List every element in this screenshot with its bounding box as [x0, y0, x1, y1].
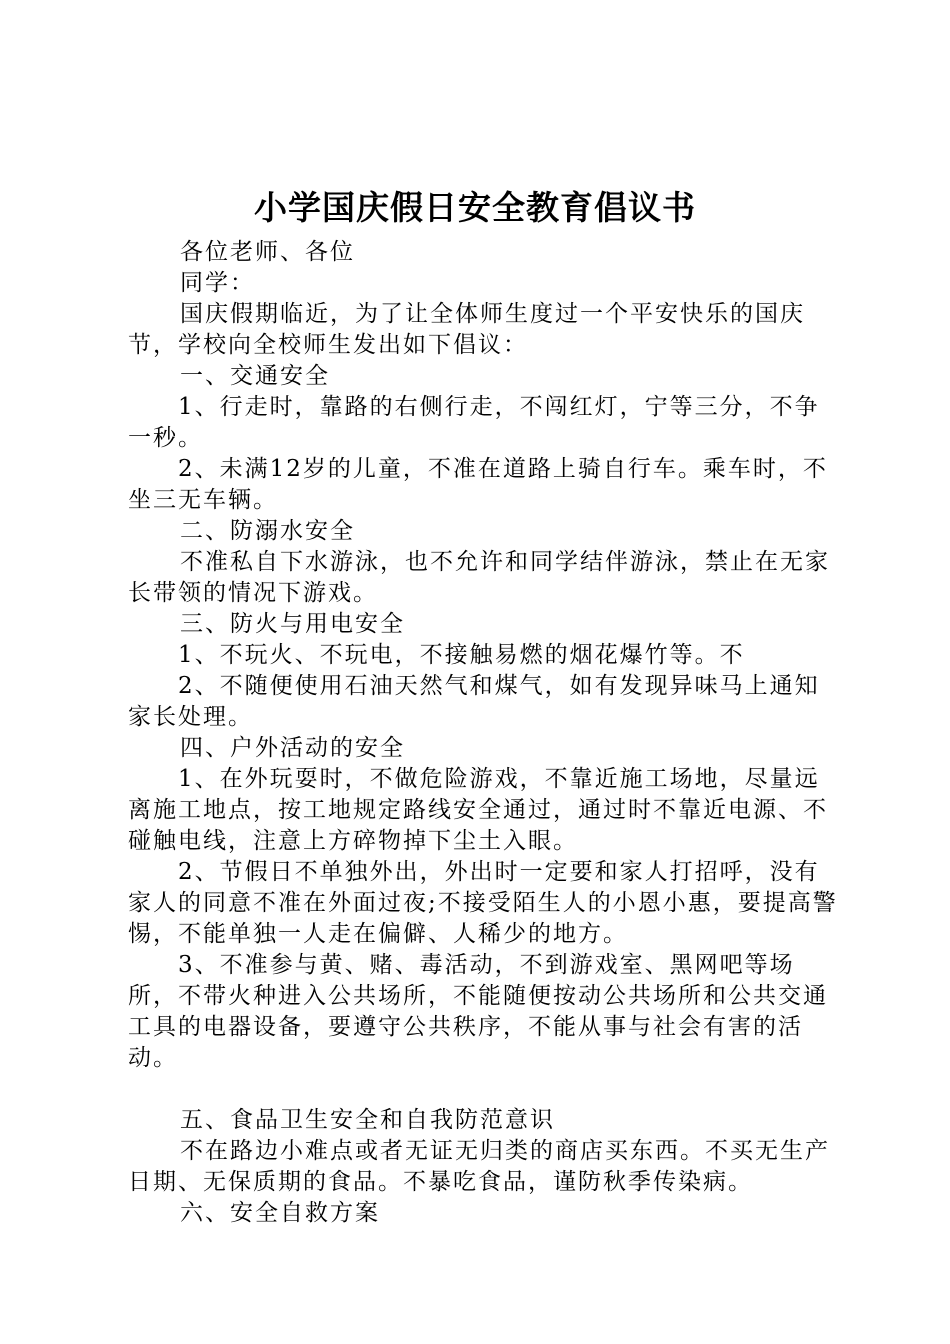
intro-paragraph: 国庆假期临近，为了让全体师生度过一个平安快乐的国庆节，学校向全校师生发出如下倡议： [128, 301, 805, 358]
document-title: 小学国庆假日安全教育倡议书 [254, 188, 696, 227]
document-body [128, 237, 840, 1229]
outdoor-item-2: 2、节假日不单独外出，外出时一定要和家人打招呼，没有家人的同意不准在外面过夜;不接受陌生人的小恩小惠，要提高警惕，不能单独一人走在偏僻、人稀少的地方。 [128, 859, 838, 947]
section-heading-food: 五、食品卫生安全和自我防范意识 [180, 1107, 555, 1133]
traffic-item-1: 1、行走时，靠路的右侧行走，不闯红灯，宁等三分，不争一秒。 [128, 394, 820, 451]
outdoor-item-3: 3、不准参与黄、赌、毒活动，不到游戏室、黑网吧等场所，不带火种进入公共场所，不能随便按动公共场所和公共交通工具的电器设备，要遵守公共秩序，不能从事与社会有害的活动。 [128, 952, 828, 1071]
section-heading-fire: 三、防火与用电安全 [180, 611, 405, 637]
section-heading-drowning: 二、防溺水安全 [180, 518, 355, 544]
outdoor-item-1: 1、在外玩耍时，不做危险游戏，不靠近施工场地，尽量远离施工地点，按工地规定路线安全通过，通过时不靠近电源、不碰触电线，注意上方碎物掉下尘土入眼。 [128, 766, 828, 854]
blank-line [128, 1074, 840, 1105]
drowning-paragraph: 不准私自下水游泳，也不允许和同学结伴游泳，禁止在无家长带领的情况下游戏。 [128, 549, 830, 606]
salutation-line-1: 各位老师、各位 [180, 239, 355, 265]
food-paragraph: 不在路边小难点或者无证无归类的商店买东西。不买无生产日期、无保质期的食品。不暴吃食品，谨防秋季传染病。 [128, 1138, 830, 1195]
section-heading-outdoor: 四、户外活动的安全 [180, 735, 405, 761]
section-heading-self-rescue: 六、安全自救方案 [180, 1200, 380, 1226]
salutation-line-2: 同学： [180, 270, 255, 296]
fire-item-1: 1、不玩火、不玩电，不接触易燃的烟花爆竹等。不 [178, 642, 745, 668]
section-heading-traffic: 一、交通安全 [180, 363, 330, 389]
fire-item-2: 2、不随便使用石油天然气和煤气，如有发现异味马上通知家长处理。 [128, 673, 820, 730]
traffic-item-2: 2、未满12岁的儿童，不准在道路上骑自行车。乘车时，不坐三无车辆。 [128, 456, 828, 513]
